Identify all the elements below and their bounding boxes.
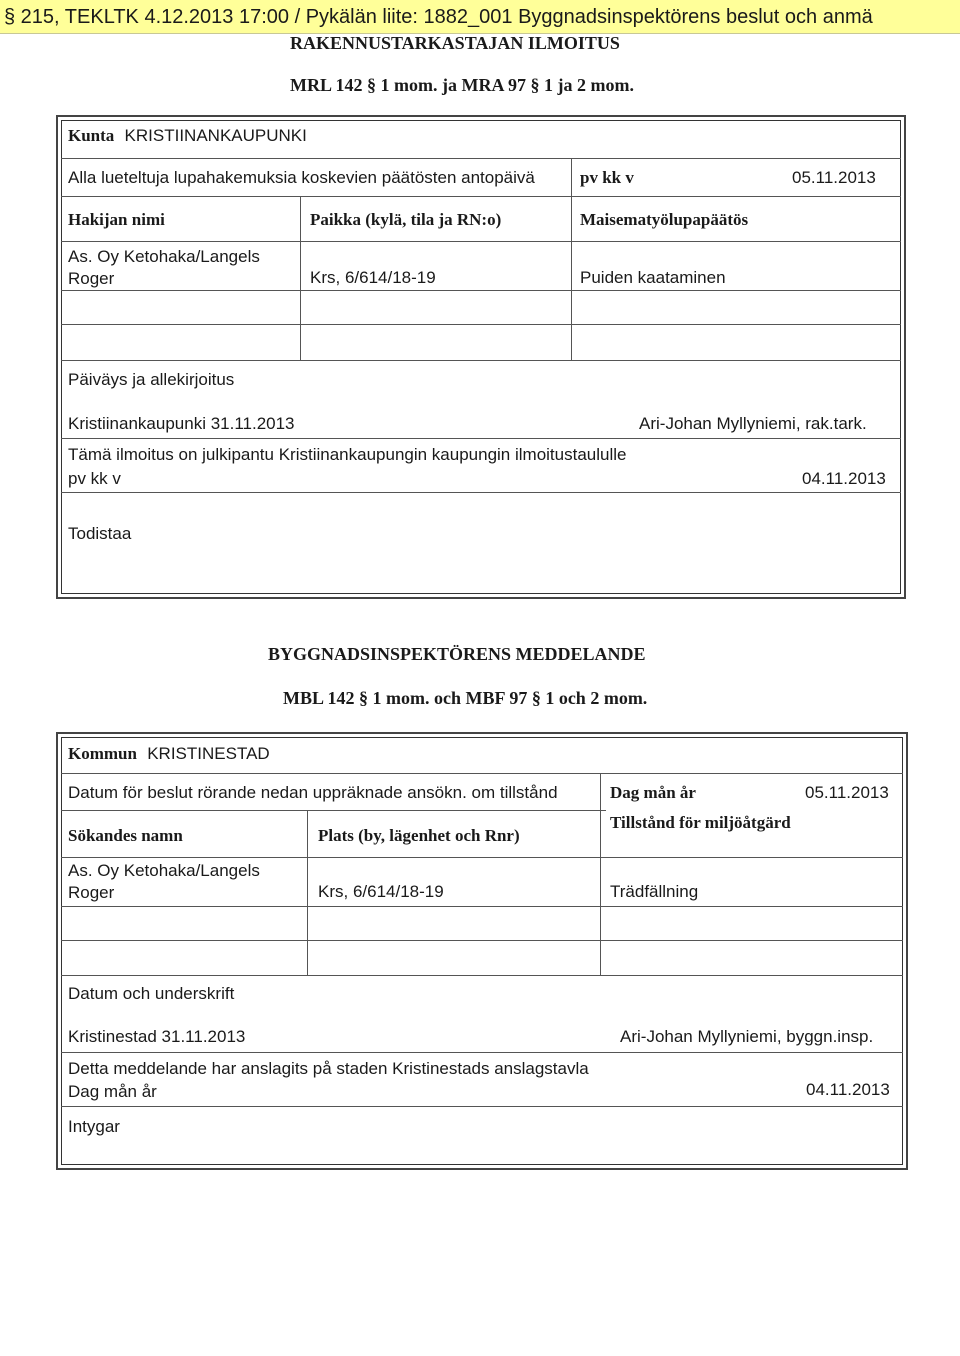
sv-divider bbox=[600, 857, 601, 975]
fi-municipality-label: Kunta bbox=[68, 126, 115, 145]
sv-applicant bbox=[68, 860, 260, 904]
sv-decision-date-label: Datum för beslut rörande nedan uppräknade ansökn. om tillstånd bbox=[68, 783, 558, 802]
fi-notice-text: Tämä ilmoitus on julkipantu Kristiinankaupungin kaupungin ilmoitustaululle bbox=[68, 445, 627, 464]
fi-col-place: Paikka (kylä, tila ja RN:o) bbox=[310, 210, 502, 229]
sv-divider bbox=[61, 810, 606, 811]
fi-municipality-value: KRISTIINANKAUPUNKI bbox=[124, 126, 307, 145]
sv-divider bbox=[61, 773, 903, 774]
sv-divider bbox=[307, 810, 308, 975]
sv-divider bbox=[61, 1106, 903, 1107]
fi-decision-date: 05.11.2013 bbox=[792, 168, 876, 187]
sv-municipality-label: Kommun bbox=[68, 744, 137, 763]
fi-applicant-line1: As. Oy Ketohaka/Langels bbox=[68, 247, 260, 266]
fi-divider bbox=[571, 158, 572, 196]
fi-signer: Ari-Johan Myllyniemi, rak.tark. bbox=[639, 414, 867, 433]
fi-divider bbox=[61, 241, 901, 242]
sv-divider bbox=[61, 1052, 903, 1053]
fi-divider bbox=[61, 196, 901, 197]
fi-divider bbox=[61, 438, 901, 439]
sv-col-place: Plats (by, lägenhet och Rnr) bbox=[318, 826, 520, 845]
fi-municipality bbox=[68, 126, 307, 146]
sv-title: BYGGNADSINSPEKTÖRENS MEDDELANDE bbox=[268, 644, 646, 664]
fi-decision-date-label: Alla lueteltuja lupahakemuksia koskevien päätösten antopäivä bbox=[68, 168, 535, 187]
sv-col-applicant: Sökandes namn bbox=[68, 826, 183, 845]
fi-divider bbox=[300, 196, 301, 360]
fi-sign-place-date: Kristiinankaupunki 31.11.2013 bbox=[68, 414, 295, 433]
sv-applicant-line1: As. Oy Ketohaka/Langels bbox=[68, 861, 260, 880]
fi-decision: Puiden kaataminen bbox=[580, 268, 726, 287]
sv-divider bbox=[61, 975, 903, 976]
fi-divider bbox=[61, 360, 901, 361]
sv-divider bbox=[600, 773, 601, 857]
sv-place: Krs, 6/614/18-19 bbox=[318, 882, 444, 901]
sv-sign-place-date: Kristinestad 31.11.2013 bbox=[68, 1027, 246, 1046]
fi-divider bbox=[61, 324, 901, 325]
sv-law-reference: MBL 142 § 1 mom. och MBF 97 § 1 och 2 mom. bbox=[283, 688, 648, 708]
sv-date-label: Dag mån år bbox=[610, 783, 696, 802]
sv-notice-date-label: Dag mån år bbox=[68, 1082, 157, 1101]
sv-divider bbox=[61, 906, 903, 907]
sv-sign-label: Datum och underskrift bbox=[68, 984, 235, 1003]
fi-place: Krs, 6/614/18-19 bbox=[310, 268, 436, 287]
fi-divider bbox=[61, 158, 901, 159]
fi-col-applicant: Hakijan nimi bbox=[68, 210, 165, 229]
sv-notice-text: Detta meddelande har anslagits på staden Kristinestads anslagstavla bbox=[68, 1059, 589, 1078]
fi-form-inner-frame bbox=[61, 120, 901, 594]
fi-notice-date: 04.11.2013 bbox=[802, 469, 886, 488]
fi-divider bbox=[61, 492, 901, 493]
sv-col-decision: Tillstånd för miljöåtgärd bbox=[610, 813, 791, 832]
fi-certify-label: Todistaa bbox=[68, 524, 132, 543]
sv-municipality bbox=[68, 744, 270, 764]
sv-notice-date: 04.11.2013 bbox=[806, 1080, 890, 1099]
sv-municipality-value: KRISTINESTAD bbox=[147, 744, 270, 763]
fi-title: RAKENNUSTARKASTAJAN ILMOITUS bbox=[290, 33, 620, 53]
fi-divider bbox=[571, 196, 572, 360]
fi-date-label: pv kk v bbox=[580, 168, 634, 187]
sv-signer: Ari-Johan Myllyniemi, byggn.insp. bbox=[620, 1027, 874, 1046]
sv-applicant-line2: Roger bbox=[68, 883, 115, 902]
sv-decision: Trädfällning bbox=[610, 882, 699, 901]
fi-col-decision: Maisematyölupapäätös bbox=[580, 210, 749, 229]
attachment-banner: § 215, TEKLTK 4.12.2013 17:00 / Pykälän liite: 1882_001 Byggnadsinspektörens beslut och anmä bbox=[0, 0, 960, 34]
fi-sign-label: Päiväys ja allekirjoitus bbox=[68, 370, 235, 389]
fi-applicant bbox=[68, 246, 260, 290]
sv-certify-label: Intygar bbox=[68, 1117, 120, 1136]
sv-divider bbox=[61, 940, 903, 941]
sv-divider bbox=[61, 857, 903, 858]
fi-divider bbox=[61, 290, 901, 291]
fi-notice-date-label: pv kk v bbox=[68, 469, 121, 488]
sv-decision-date: 05.11.2013 bbox=[805, 783, 889, 802]
fi-applicant-line2: Roger bbox=[68, 269, 115, 288]
fi-law-reference: MRL 142 § 1 mom. ja MRA 97 § 1 ja 2 mom. bbox=[290, 75, 634, 95]
